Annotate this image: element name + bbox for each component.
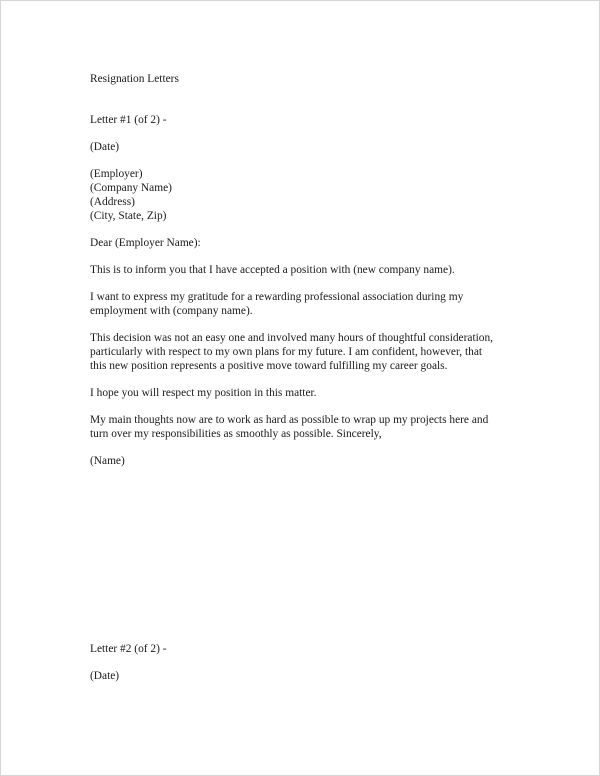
paragraph-line: I hope you will respect my position in this matter. — [90, 387, 317, 399]
letter-1-date: (Date) — [90, 141, 120, 153]
paragraph-line: turn over my responsibilities as smoothly as possible. Sincerely, — [90, 428, 382, 440]
letter-2-date: (Date) — [90, 670, 120, 682]
paragraph-line: My main thoughts now are to work as hard as possible to wrap up my projects here and — [90, 414, 489, 426]
address-line-company: (Company Name) — [90, 182, 172, 194]
address-line-employer: (Employer) — [90, 168, 143, 180]
document-heading: Resignation Letters — [90, 73, 179, 85]
paragraph-line: This is to inform you that I have accepted a position with (new company name). — [90, 264, 455, 276]
letter-1-signature: (Name) — [90, 455, 125, 467]
letter-1-label: Letter #1 (of 2) - — [90, 114, 167, 126]
letter-1-salutation: Dear (Employer Name): — [90, 237, 201, 249]
address-line-city: (City, State, Zip) — [90, 210, 167, 222]
paragraph-line: I want to express my gratitude for a rewarding professional association during my — [90, 291, 464, 303]
paragraph-line: employment with (company name). — [90, 305, 253, 317]
address-line-street: (Address) — [90, 196, 135, 208]
paragraph-line: This decision was not an easy one and involved many hours of thoughtful consideration, — [90, 332, 494, 344]
letter-2-label: Letter #2 (of 2) - — [90, 643, 167, 655]
paragraph-line: this new position represents a positive move toward fulfilling my career goals. — [90, 360, 448, 372]
paragraph-line: particularly with respect to my own plans for my future. I am confident, however, that — [90, 346, 483, 358]
